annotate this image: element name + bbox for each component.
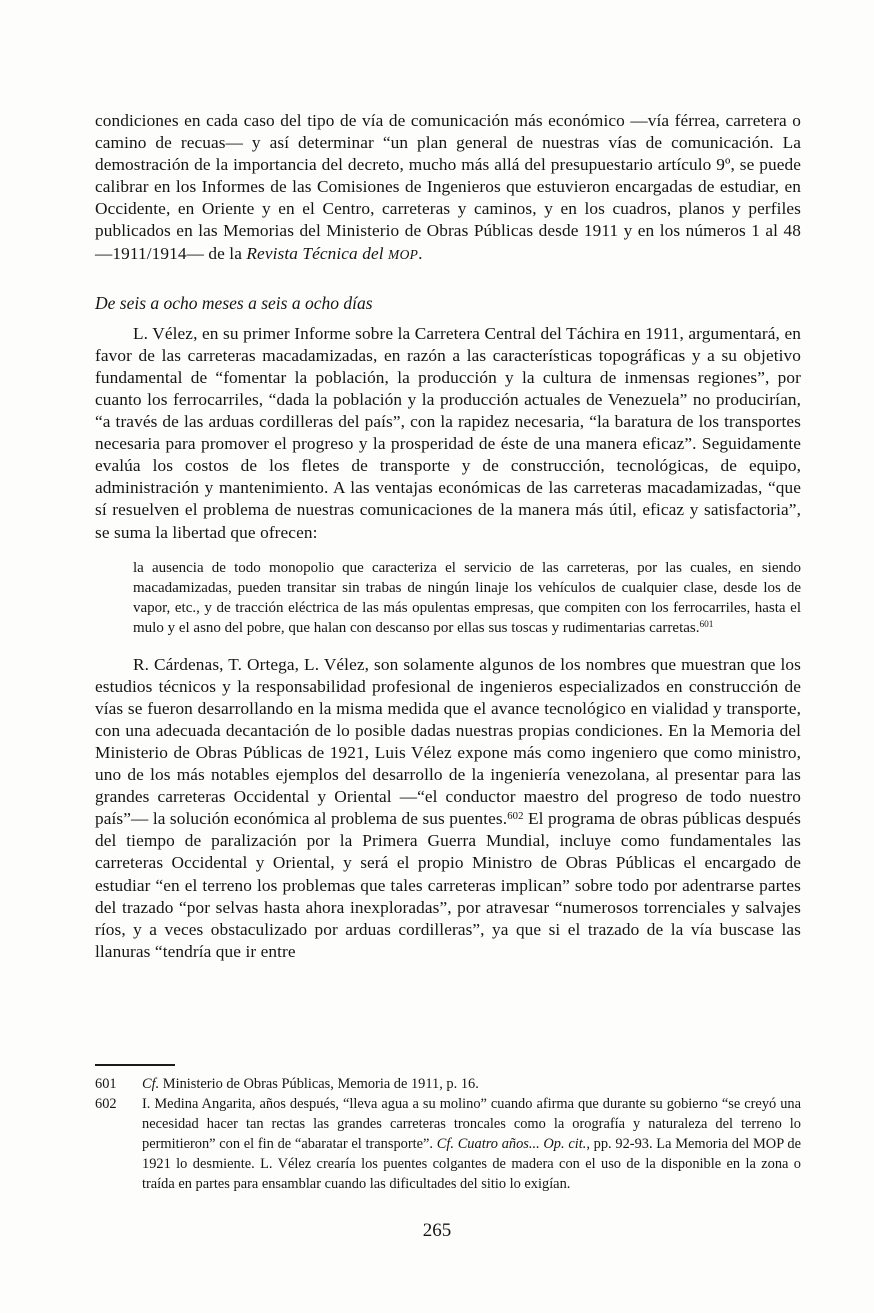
paragraph-cardenas-part2: El programa de obras públicas después del tiempo de paralización por la Primera Guerra Mundial, incluye como fundamentales las carreteras Occidental y Oriental, y será el propio Ministro de Obras Públicas el encargado de estudiar “en el terreno los problemas que tales carreteras implican” sobre todo por adentrarse partes del trazado “por selvas hasta ahora inexploradas”, por atravesar “numerosos torrenciales y salvajes ríos, y a veces obstaculizado por arduas cordilleras”, ya que si el trazado de la vía buscase las llanuras “tendría que ir entre — [95, 809, 801, 961]
paragraph-continuation-text: condiciones en cada caso del tipo de vía de comunicación más económico —vía férrea, carretera o camino de recuas— y así determinar “un plan general de nuestras vías de comunicación. La demostración de la importancia del decreto, mucho más allá del presupuestario artículo 9º, se puede calibrar en los Informes de las Comisiones de Ingenieros que estuvieron encargadas de estudiar, en Occidente, en Oriente y en el Centro, carreteras y caminos, y en los cuadros, planos y perfiles publicados en las Memorias del Ministerio de Obras Públicas desde 1911 y en los números 1 al 48 —1911/1914— de la — [95, 111, 801, 263]
footnote-602-text — [142, 1095, 801, 1195]
journal-abbrev-mop: MOP — [388, 246, 419, 262]
footnote-601-cf-italic: Cf. — [142, 1076, 160, 1092]
footnote-602-citation-italic: Cf. Cuatro años... Op. cit. — [436, 1135, 587, 1152]
main-text-column — [95, 110, 801, 963]
section-heading: De seis a ocho meses a seis a ocho días — [95, 292, 373, 313]
footnote-602-part1: I. Medina Angarita, años después, “lleva agua a su molino” cuando afirma que durante su gobierno “se creyó una necesidad hacer tan rectas las grandes carreteras troncales como la orografía y naturaleza del terreno lo permitieron” con el fin de “abaratar el transporte”. — [142, 1095, 801, 1152]
footnote-602 — [95, 1095, 801, 1195]
page-number: 265 — [422, 1220, 452, 1241]
paragraph-cardenas-part1: R. Cárdenas, T. Ortega, L. Vélez, son solamente algunos de los nombres que muestran que los estudios técnicos y la responsabilidad profesional de ingenieros especializados en construcción de vías se fueron desarrollando en la misma medida que el avance tecnológico en vialidad y transporte, con una adecuada decantación de lo posible dadas nuestras propias condiciones. En la Memoria del Ministerio de Obras Públicas de 1921, Luis Vélez expone más como ingeniero que como ministro, uno de los más notables ejemplos del desarrollo de la ingeniería venezolana, al presentar para las grandes carreteras Occidental y Oriental —“el conductor maestro del progreso de todo nuestro país”— la solución económica al problema de sus puentes. — [95, 654, 801, 829]
paragraph-continuation — [95, 110, 801, 266]
footnote-ref-601: 601 — [699, 620, 714, 631]
footnote-601-body: Ministerio de Obras Públicas, Memoria de 1911, p. 16. — [159, 1076, 479, 1092]
journal-title-italic: Revista Técnica del — [246, 243, 389, 263]
footnote-601 — [95, 1075, 801, 1095]
paragraph-velez-informe: L. Vélez, en su primer Informe sobre la Carretera Central del Táchira en 1911, argumentará, en favor de las carreteras macadamizadas, en razón a las características topográficas y a su objetivo fundamental de “fomentar la población, la producción y la cultura de inmensas regiones”, por cuanto los ferrocarriles, “dada la población y la producción actuales de Venezuela” no producirían, “a través de las arduas cordilleras del país”, con la rapidez necesaria, “la baratura de los transportes necesaria para promover el progreso y la prosperidad de éste de una manera eficaz”. Seguidamente evalúa los costos de los fletes de transporte y de construcción, tecnológicas, de equipo, administración y mantenimiento. A las ventajas económicas de las carreteras macadamizadas, “que sí resuelven el problema de nuestras comunicaciones de la manera más útil, eficaz y satisfactoria”, se suma la libertad que ofrecen: — [95, 323, 801, 542]
footnotes-section — [95, 1064, 801, 1194]
footnote-ref-602: 602 — [507, 810, 524, 823]
footnote-601-number: 601 — [95, 1076, 117, 1092]
sentence-period: . — [418, 243, 423, 263]
block-quote — [133, 558, 801, 638]
block-quote-text: la ausencia de todo monopolio que caracteriza el servicio de las carreteras, por las cuales, en siendo macadamizadas, pueden transitar sin trabas de ningún linaje los vehículos de cualquier clase, desde los de vapor, etc., y de tracción eléctrica de las más opulentas empresas, que compiten con los ferrocarriles, hasta el mulo y el asno del pobre, que halan con descanso por ellas sus toscas y rudimentarias carretas. — [133, 559, 801, 636]
footnote-602-part2: , pp. 92-93. La Memoria del MOP de 1921 lo desmiente. L. Vélez crearía los puentes colgantes de madera con el uso de la disponible en la zona o traída en partes para ensamblar cuando las dificultades del sitio lo exigían. — [142, 1135, 801, 1192]
footnote-divider — [95, 1064, 175, 1066]
paragraph-cardenas-ortega — [95, 654, 801, 963]
footnote-602-number: 602 — [95, 1095, 117, 1112]
footnote-601-text — [142, 1075, 801, 1095]
